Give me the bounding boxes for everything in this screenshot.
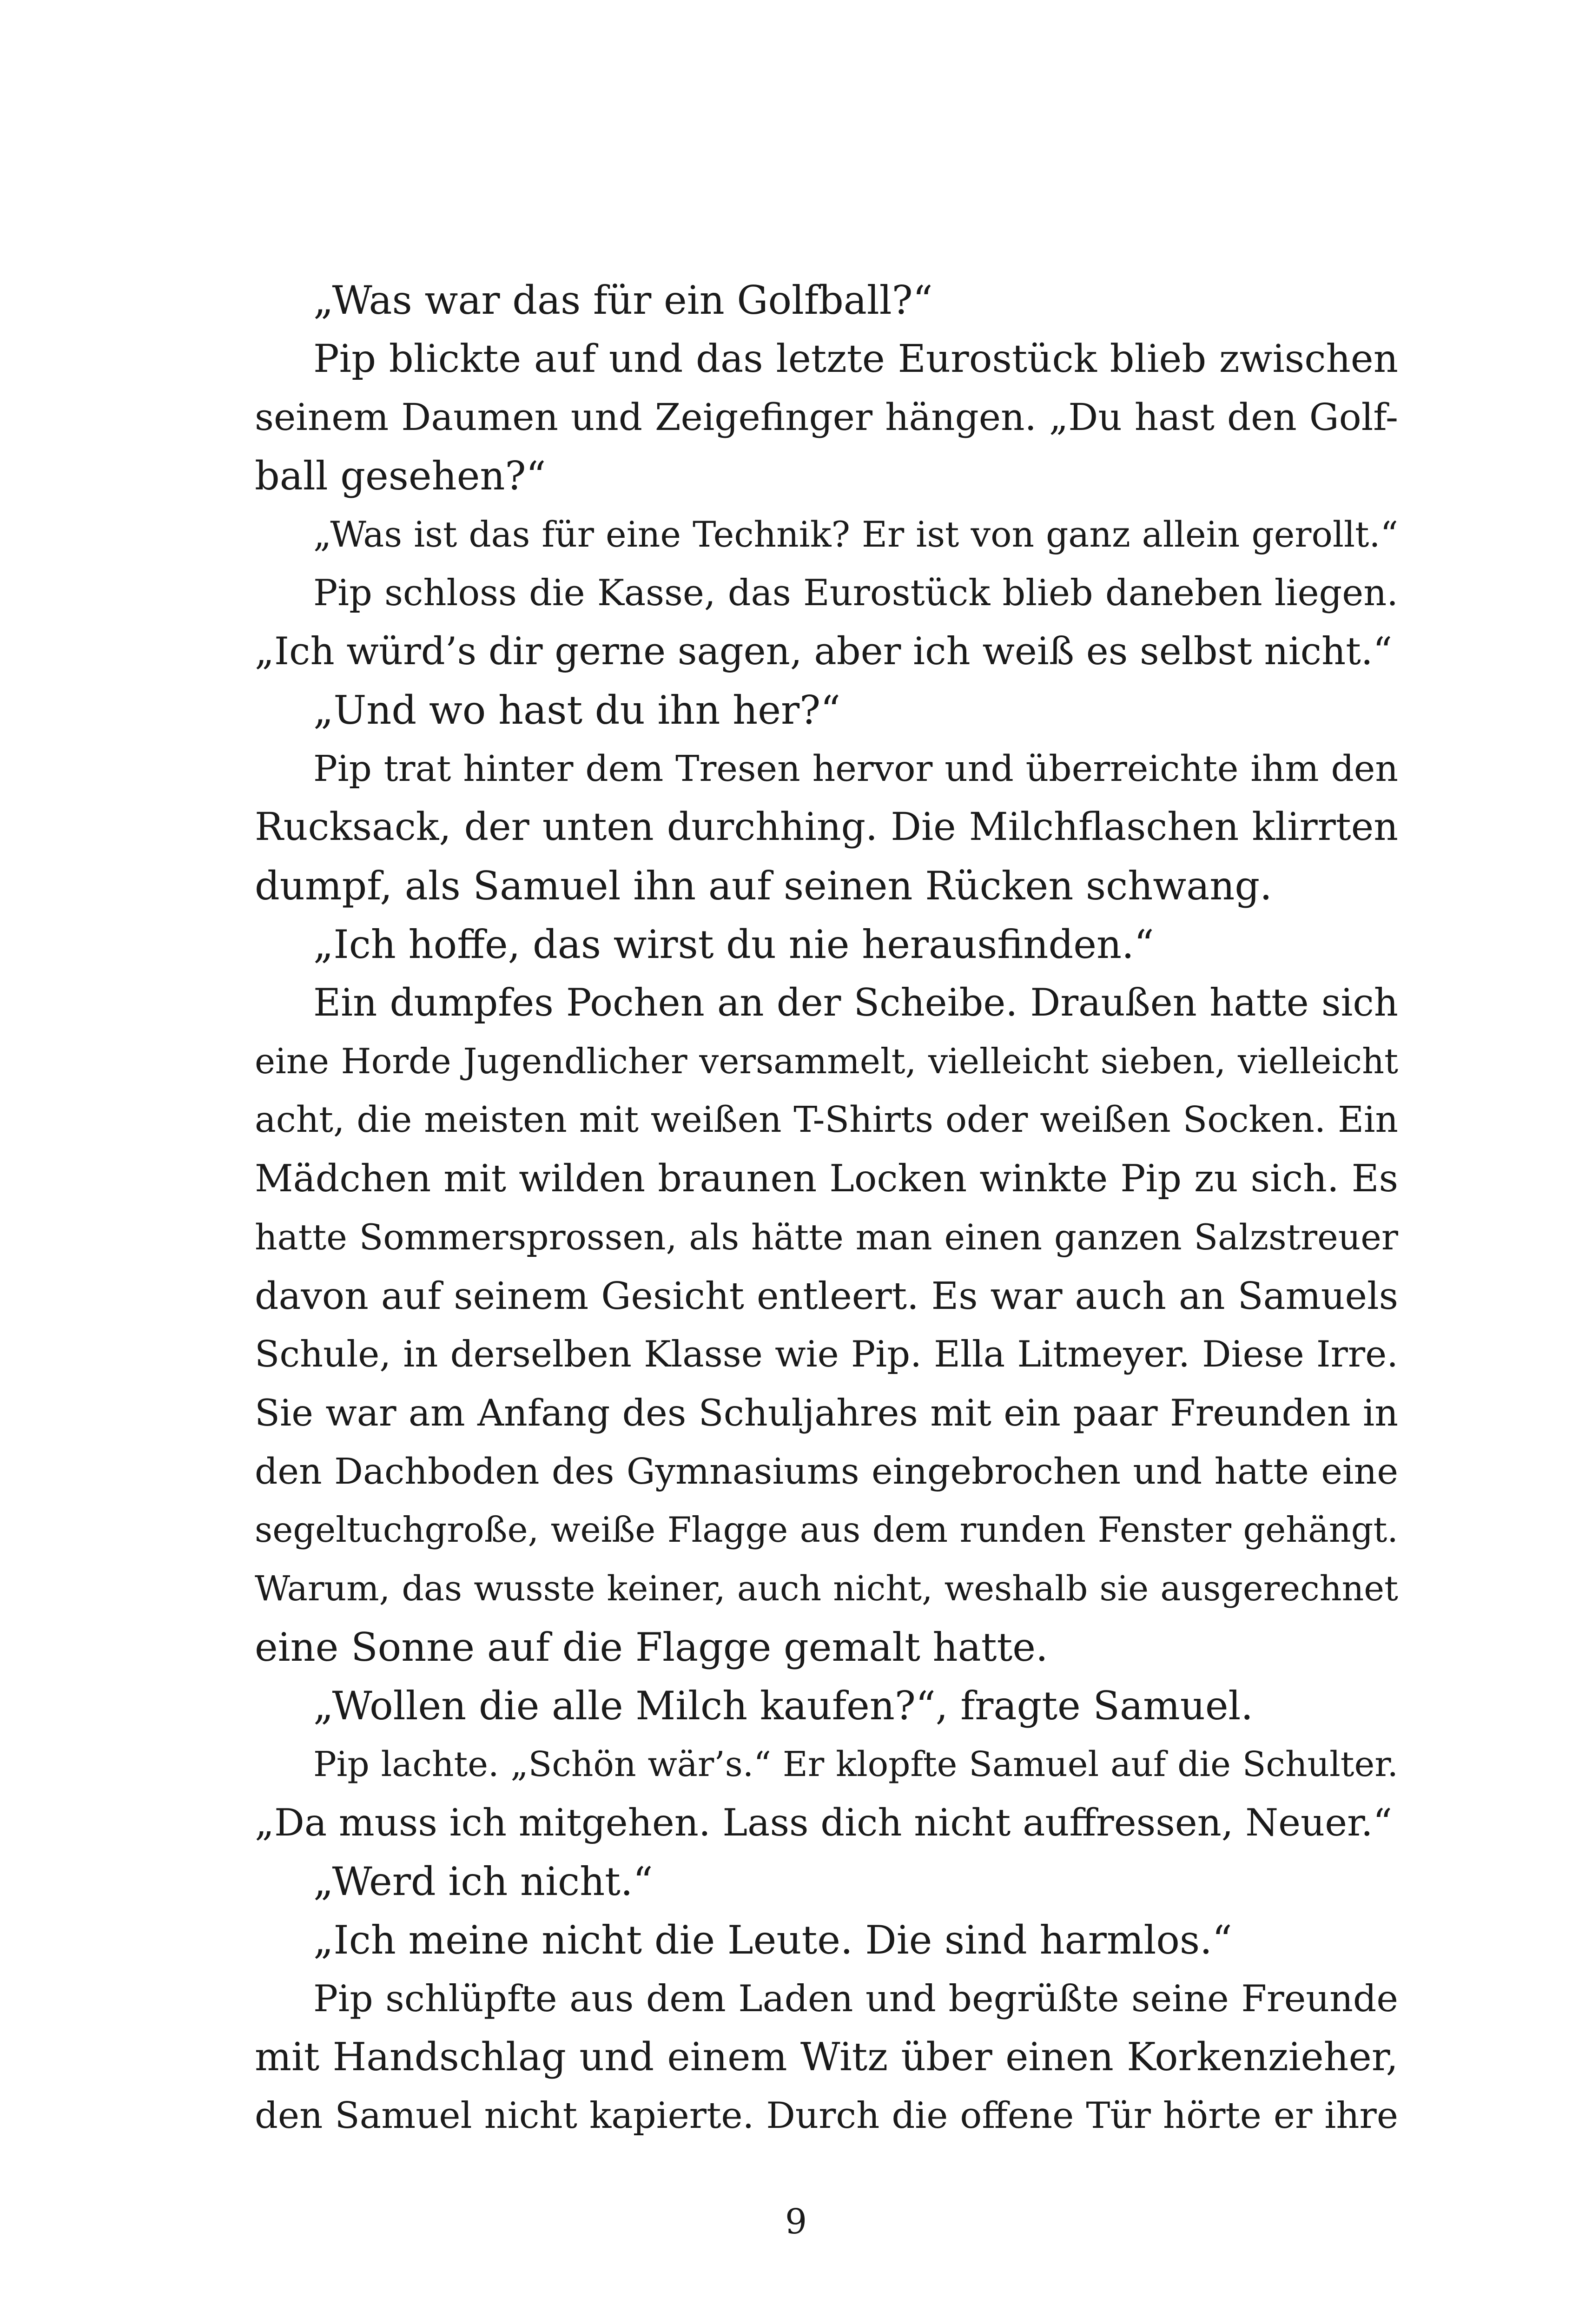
text-line: Pip trat hinter dem Tresen hervor und überreichte ihm den <box>313 748 1398 790</box>
text-line: „Ich hoffe, das wirst du nie herausfinden.“ <box>313 922 1154 967</box>
text-line: seinem Daumen und Zeigefinger hängen. „Du hast den Golf- <box>255 396 1398 439</box>
text-line: Pip lachte. „Schön wär’s.“ Er klopfte Samuel auf die Schulter. <box>313 1744 1398 1784</box>
text-line: hatte Sommersprossen, als hätte man einen ganzen Salzstreuer <box>255 1217 1398 1258</box>
text-line: davon auf seinem Gesicht entleert. Es war auch an Samuels <box>255 1274 1398 1318</box>
text-line: mit Handschlag und einem Witz über einen Korkenzieher, <box>255 2034 1398 2080</box>
text-line: „Ich würd’s dir gerne sagen, aber ich weiß es selbst nicht.“ <box>255 630 1393 673</box>
text-line: Ein dumpfes Pochen an der Scheibe. Draußen hatte sich <box>313 981 1398 1025</box>
body-text <box>255 271 1398 2145</box>
text-line: Schule, in derselben Klasse wie Pip. Ella Litmeyer. Diese Irre. <box>255 1334 1398 1375</box>
page-number: 9 <box>785 2202 807 2242</box>
text-line: segeltuchgroße, weiße Flagge aus dem runden Fenster gehängt. <box>255 1510 1398 1550</box>
text-line: Rucksack, der unten durchhing. Die Milchflaschen klirrten <box>255 805 1398 849</box>
text-line: den Dachboden des Gymnasiums eingebrochen und hatte eine <box>255 1451 1398 1492</box>
text-line: „Was ist das für eine Technik? Er ist von ganz allein gerollt.“ <box>313 514 1398 555</box>
text-line: Pip blickte auf und das letzte Eurostück blieb zwischen <box>313 336 1398 381</box>
text-line: Pip schloss die Kasse, das Eurostück blieb daneben liegen. <box>313 572 1398 614</box>
text-line: eine Sonne auf die Flagge gemalt hatte. <box>255 1624 1048 1670</box>
text-line: „Werd ich nicht.“ <box>313 1859 653 1904</box>
text-line: Warum, das wusste keiner, auch nicht, weshalb sie ausgerechnet <box>255 1569 1398 1609</box>
text-line: Mädchen mit wilden braunen Locken winkte Pip zu sich. Es <box>255 1157 1398 1201</box>
text-line: „Was war das für ein Golfball?“ <box>313 277 933 323</box>
text-line: eine Horde Jugendlicher versammelt, vielleicht sieben, vielleicht <box>255 1041 1398 1082</box>
text-line: acht, die meisten mit weißen T-Shirts oder weißen Socken. Ein <box>255 1099 1398 1141</box>
text-line: Pip schlüpfte aus dem Laden und begrüßte seine Freunde <box>313 1977 1398 2020</box>
text-line: den Samuel nicht kapierte. Durch die offene Tür hörte er ihre <box>255 2095 1398 2137</box>
text-line: „Und wo hast du ihn her?“ <box>313 687 841 733</box>
text-line: „Da muss ich mitgehen. Lass dich nicht auffressen, Neuer.“ <box>255 1801 1393 1845</box>
text-line: ball gesehen?“ <box>255 453 546 499</box>
text-line: Sie war am Anfang des Schuljahres mit ein paar Freunden in <box>255 1392 1398 1434</box>
text-line: dumpf, als Samuel ihn auf seinen Rücken schwang. <box>255 863 1272 909</box>
text-line: „Ich meine nicht die Leute. Die sind harmlos.“ <box>313 1917 1232 1963</box>
text-line: „Wollen die alle Milch kaufen?“, fragte Samuel. <box>313 1683 1254 1729</box>
